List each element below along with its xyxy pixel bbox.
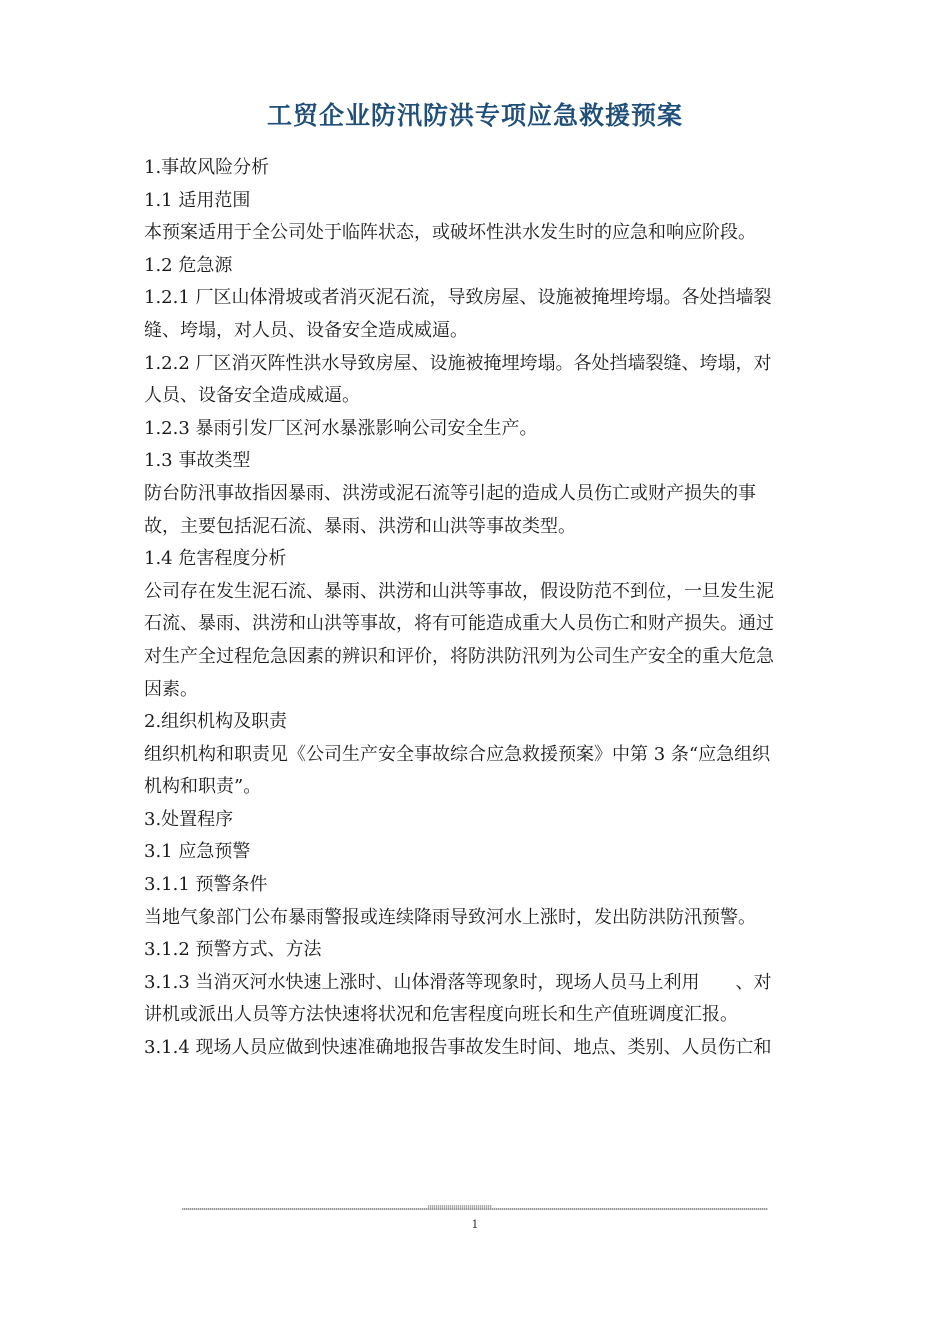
page-number: 1 bbox=[471, 1218, 479, 1231]
paragraph-line: 因素。 bbox=[144, 678, 198, 700]
heading-organization: 2.组织机构及职责 bbox=[144, 711, 288, 733]
paragraph-line: 组织机构和职责见《公司生产安全事故综合应急救援预案》中第 3 条“应急组织 bbox=[144, 743, 771, 765]
heading-warning-conditions: 3.1.1 预警条件 bbox=[144, 874, 268, 896]
paragraph-line: 讲机或派出人员等方法快速将状况和危害程度向班长和生产值班调度汇报。 bbox=[144, 1004, 738, 1026]
paragraph-line: 公司存在发生泥石流、暴雨、洪涝和山洪等事故，假设防范不到位，一旦发生泥 bbox=[144, 580, 774, 602]
paragraph-line: 本预案适用于全公司处于临阵状态，或破坏性洪水发生时的应急和响应阶段。 bbox=[144, 222, 756, 244]
paragraph-line: 1.2.2 厂区消灭阵性洪水导致房屋、设施被掩埋垮塌。各处挡墙裂缝、垮塌，对 bbox=[144, 352, 772, 374]
paragraph-line: 3.1.4 现场人员应做到快速准确地报告事故发生时间、地点、类别、人员伤亡和 bbox=[144, 1037, 772, 1059]
footer-divider-mark bbox=[428, 1205, 492, 1208]
heading-emergency-warning: 3.1 应急预警 bbox=[144, 841, 251, 863]
heading-risk-analysis: 1.事故风险分析 bbox=[144, 157, 270, 178]
paragraph-line: 1.2.3 暴雨引发厂区河水暴涨影响公司安全生产。 bbox=[144, 417, 538, 439]
paragraph-line: 机构和职责”。 bbox=[144, 776, 262, 798]
paragraph-line: 当地气象部门公布暴雨警报或连续降雨导致河水上涨时，发出防洪防汛预警。 bbox=[144, 906, 756, 928]
document-body bbox=[144, 152, 814, 1065]
paragraph-line: 对生产全过程危急因素的辨识和评价，将防洪防汛列为公司生产安全的重大危急 bbox=[144, 645, 774, 667]
heading-accident-type: 1.3 事故类型 bbox=[144, 450, 251, 472]
heading-harm-analysis: 1.4 危害程度分析 bbox=[144, 548, 287, 570]
paragraph-line: 1.2.1 厂区山体滑坡或者消灭泥石流，导致房屋、设施被掩埋垮塌。各处挡墙裂 bbox=[144, 287, 772, 309]
heading-warning-methods: 3.1.2 预警方式、方法 bbox=[144, 939, 322, 961]
paragraph-line: 石流、暴雨、洪涝和山洪等事故，将有可能造成重大人员伤亡和财产损失。通过 bbox=[144, 613, 774, 635]
paragraph-line: 故，主要包括泥石流、暴雨、洪涝和山洪等事故类型。 bbox=[144, 515, 576, 537]
heading-scope: 1.1 适用范围 bbox=[144, 189, 251, 211]
document-title: 工贸企业防汛防洪专项应急救援预案 bbox=[266, 101, 683, 130]
paragraph-line: 人员、设备安全造成威逼。 bbox=[144, 385, 360, 407]
paragraph-line: 缝、垮塌，对人员、设备安全造成威逼。 bbox=[144, 319, 468, 341]
paragraph-line: 防台防汛事故指因暴雨、洪涝或泥石流等引起的造成人员伤亡或财产损失的事 bbox=[144, 482, 756, 504]
heading-hazard-source: 1.2 危急源 bbox=[144, 254, 233, 276]
paragraph-line: 3.1.3 当消灭河水快速上涨时、山体滑落等现象时，现场人员马上利用 、对 bbox=[144, 971, 772, 993]
footer-divider bbox=[182, 1208, 768, 1210]
heading-procedure: 3.处置程序 bbox=[144, 808, 234, 830]
